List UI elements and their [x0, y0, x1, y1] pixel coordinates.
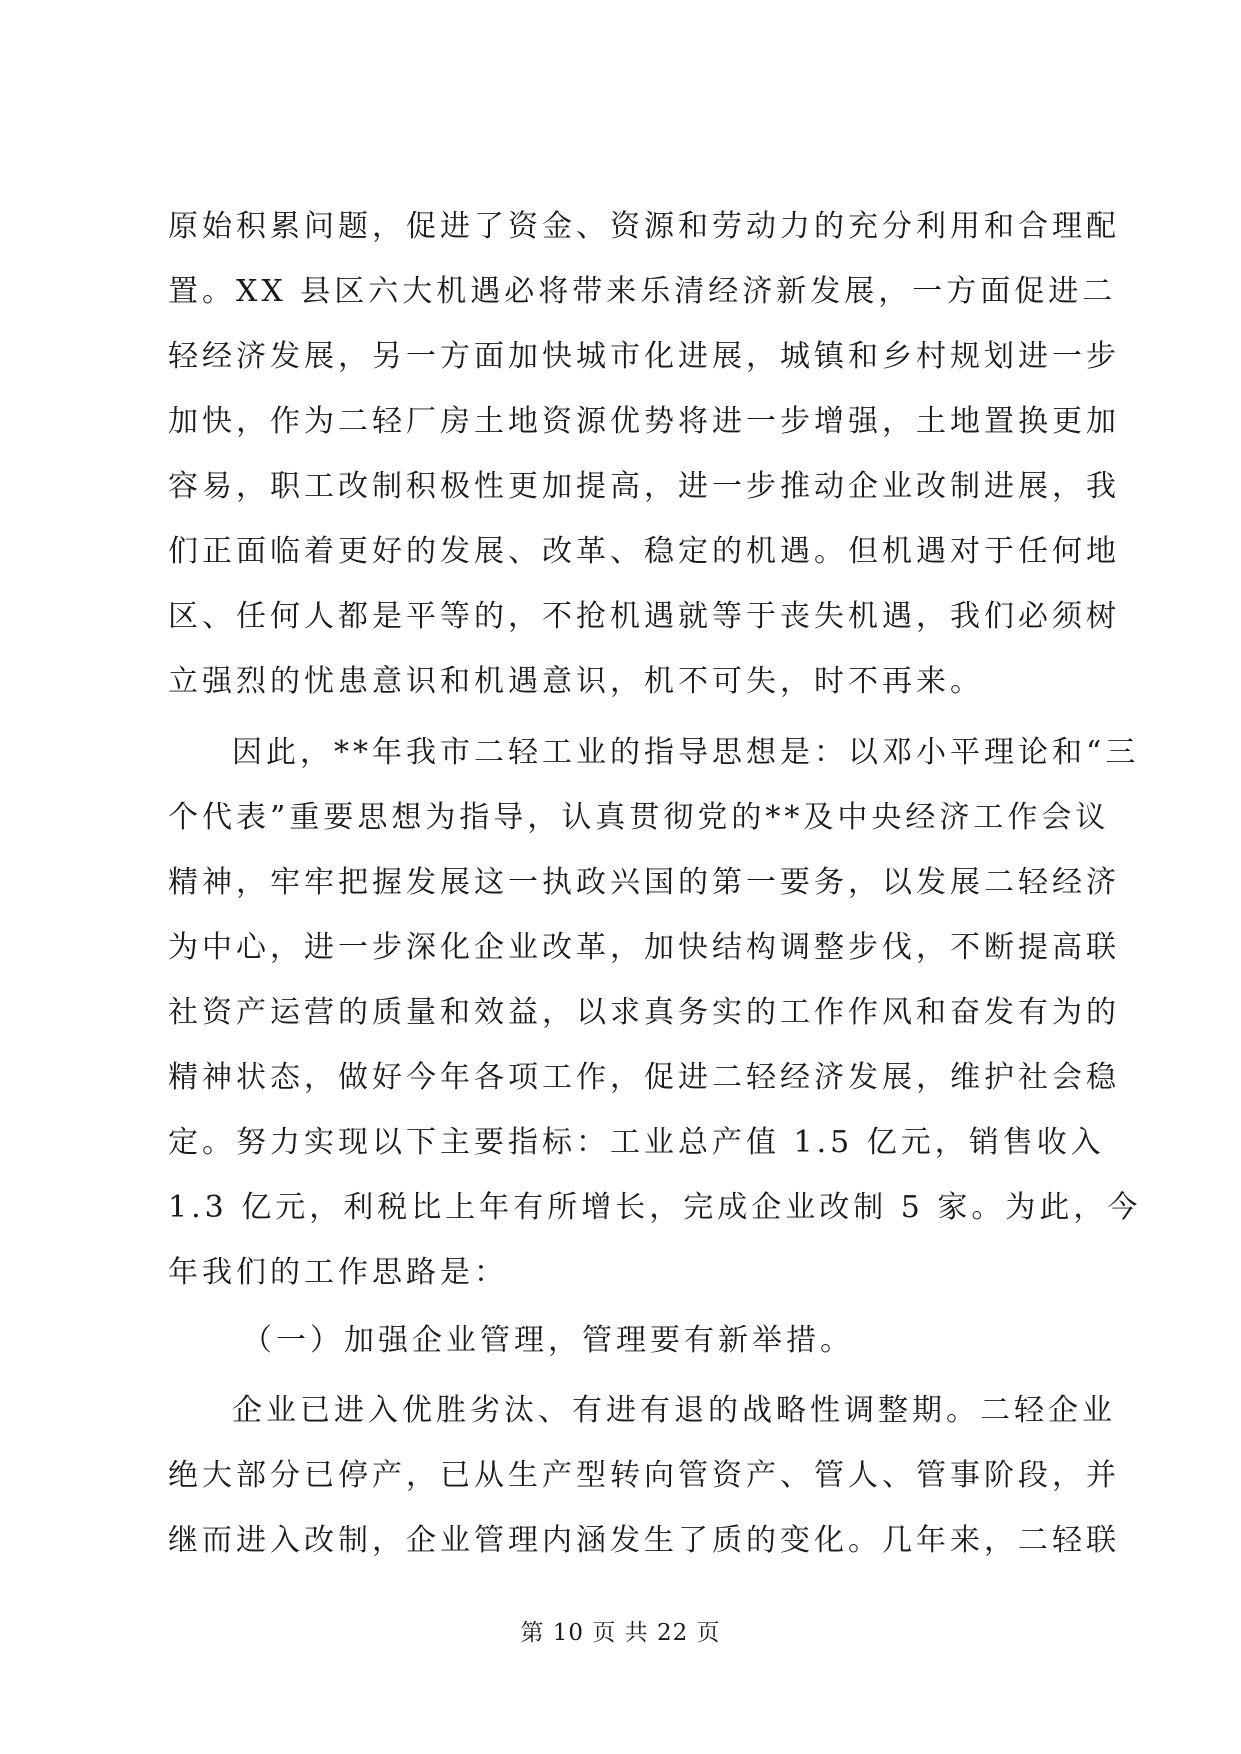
paragraph-line: 容易，职工改制积极性更加提高，进一步推动企业改制进展，我 — [168, 469, 1120, 504]
paragraph-line: 绝大部分已停产，已从生产型转向管资产、管人、管事阶段，并 — [168, 1458, 1120, 1493]
paragraph-line: 区、任何人都是平等的，不抢机遇就等于丧失机遇，我们必须树 — [168, 599, 1120, 634]
paragraph-line: 原始积累问题，促进了资金、资源和劳动力的充分利用和合理配 — [168, 209, 1120, 244]
paragraph-line: 们正面临着更好的发展、改革、稳定的机遇。但机遇对于任何地 — [168, 534, 1120, 569]
paragraph-line: 精神，牢牢把握发展这一执政兴国的第一要务，以发展二轻经济 — [168, 865, 1120, 900]
paragraph-line: 置。XX 县区六大机遇必将带来乐清经济新发展，一方面促进二 — [168, 274, 1117, 309]
paragraph-line: 企业已进入优胜劣汰、有进有退的战略性调整期。二轻企业 — [232, 1393, 1116, 1428]
paragraph-line: 定。努力实现以下主要指标：工业总产值 1.5 亿元，销售收入 — [168, 1125, 1105, 1160]
page-number-footer: 第 10 页 共 22 页 — [520, 1620, 721, 1646]
paragraph-line: 立强烈的忧患意识和机遇意识，机不可失，时不再来。 — [168, 664, 984, 699]
paragraph-line: 轻经济发展，另一方面加快城市化进展，城镇和乡村规划进一步 — [168, 339, 1120, 374]
paragraph-line: 1.3 亿元，利税比上年有所增长，完成企业改制 5 家。为此，今 — [168, 1190, 1142, 1225]
paragraph-line: 为中心，进一步深化企业改革，加快结构调整步伐，不断提高联 — [168, 930, 1120, 965]
paragraph-line: 社资产运营的质量和效益，以求真务实的工作作风和奋发有为的 — [168, 995, 1120, 1030]
paragraph-line: 加快，作为二轻厂房土地资源优势将进一步增强，土地置换更加 — [168, 404, 1120, 439]
paragraph-line: 继而进入改制，企业管理内涵发生了质的变化。几年来，二轻联 — [168, 1523, 1120, 1558]
paragraph-line: 年我们的工作思路是： — [168, 1255, 508, 1290]
paragraph-line: 精神状态，做好今年各项工作，促进二轻经济发展，维护社会稳 — [168, 1060, 1120, 1095]
paragraph-line: 因此，**年我市二轻工业的指导思想是：以邓小平理论和“三 — [232, 735, 1140, 770]
paragraph-line: 个代表”重要思想为指导，认真贯彻党的**及中央经济工作会议 — [168, 800, 1110, 835]
section-heading: （一）加强企业管理，管理要有新举措。 — [242, 1323, 854, 1358]
